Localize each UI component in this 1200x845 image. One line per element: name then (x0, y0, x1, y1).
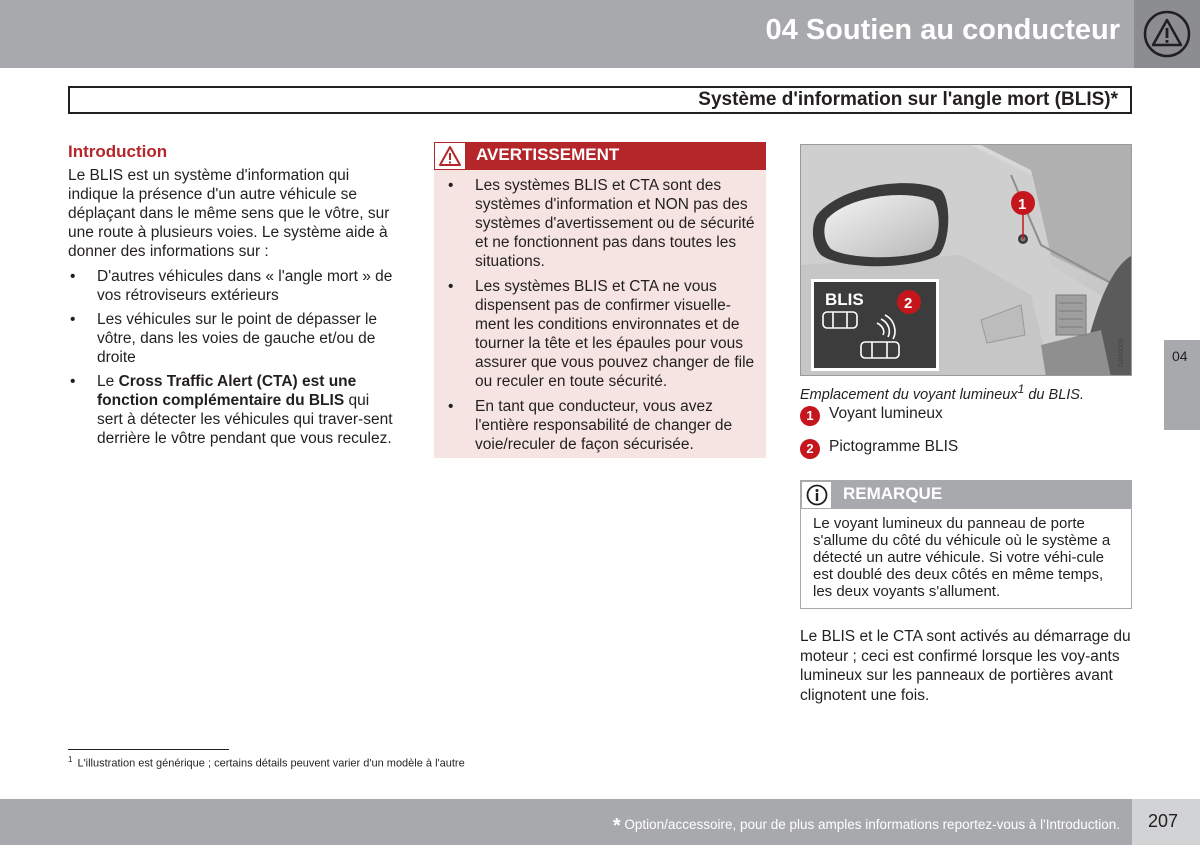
intro-paragraph: Le BLIS est un système d'information qui indique la présence d'un autre véhicule se déplaçant dans le même sens que le vôtre, sur une route à plusieurs voies. Le système aide à donner des informations sur : (68, 167, 390, 260)
image-code: G046006 (1118, 338, 1125, 367)
callout-1-label: 1 (1018, 196, 1027, 213)
footer-note (613, 815, 1120, 838)
list-item-text-bold: Cross Traffic Alert (CTA) est une fonction complémentaire du BLIS (97, 373, 357, 409)
footnote (68, 755, 465, 770)
chapter-title: 04 Soutien au conducteur (765, 14, 1120, 46)
note-icon-box (801, 481, 832, 509)
list-item-text: Les véhicules sur le point de dépasser le vôtre, dans les voies de gauche et/ou de droite (97, 311, 378, 366)
chapter-side-tab-label: 04 (1172, 348, 1188, 364)
car-interior-illustration (801, 145, 1132, 376)
legend-number-badge: 1 (800, 406, 820, 426)
chapter-icon-box (1134, 0, 1200, 68)
list-item-text: D'autres véhicules dans « l'angle mort » de vos rétroviseurs extérieurs (97, 268, 393, 304)
list-item (446, 277, 756, 391)
blis-illustration (800, 144, 1132, 376)
bullet-icon: • (70, 268, 76, 285)
list-item (68, 267, 398, 305)
bullet-icon: • (448, 177, 454, 194)
activation-paragraph: Le BLIS et le CTA sont activés au démarrage du moteur ; ceci est confirmé lorsque les voy-ants lumineux sur les panneaux de portières avant clignotent une fois. (800, 628, 1131, 704)
legend-number-badge: 2 (800, 439, 820, 459)
list-item-text: En tant que conducteur, vous avez l'entière responsabilité de changer de voie/reculer de façon sécurisée. (475, 398, 733, 453)
bullet-icon: • (448, 278, 454, 295)
bullet-icon: • (448, 398, 454, 415)
footer-asterisk: * (612, 815, 621, 837)
info-icon (806, 484, 828, 506)
callout-2-label: 2 (904, 295, 913, 312)
list-item (68, 372, 398, 448)
page-header (0, 0, 1200, 68)
list-item-text-rest: qui sert à détecter les véhicules qui traver-sent derrière le vôtre pendant que vous reculez. (97, 392, 393, 447)
list-item (446, 397, 756, 454)
chapter-side-tab (1164, 340, 1200, 430)
note-header (801, 481, 1131, 509)
page-number-box (1132, 799, 1200, 845)
note-text: Le voyant lumineux du panneau de porte s'allume du côté du véhicule où le système a détecté un autre véhicule. Si votre véhi-cule est doublé des deux côtés en même temps, les deux voyants s'allument. (813, 515, 1111, 600)
intro-bullet-list (68, 267, 398, 448)
legend-label: Pictogramme BLIS (829, 438, 959, 455)
caption-text: Emplacement du voyant lumineux (800, 386, 1018, 403)
section-title-bar (68, 86, 1132, 114)
bullet-icon: • (70, 311, 76, 328)
warning-triangle-icon (1143, 10, 1191, 58)
page-footer (0, 799, 1132, 845)
note-box (800, 480, 1132, 609)
footnote-number: 1 (68, 755, 73, 764)
warning-box (434, 142, 766, 458)
footnote-text: L'illustration est générique ; certains détails peuvent varier d'un modèle à l'autre (77, 757, 465, 770)
warning-icon-box (434, 142, 466, 170)
footer-note-text: Option/accessoire, pour de plus amples informations reportez-vous à l'Introduction. (620, 817, 1120, 832)
list-item-text-prefix: Le (97, 373, 119, 390)
caption-footnote-ref: 1 (1017, 382, 1025, 396)
intro-heading: Introduction (68, 142, 168, 161)
legend-item (800, 404, 1132, 426)
intro-column (68, 142, 398, 448)
legend-item (800, 437, 1132, 459)
warning-icon (438, 145, 462, 167)
warning-header (434, 142, 766, 170)
list-item (446, 176, 756, 271)
list-item-text: Les systèmes BLIS et CTA sont des systèmes d'information et NON pas des systèmes d'avertissement ou de sécurité et ne fonctionnent pas dans toutes les situations. (475, 177, 755, 270)
page-number: 207 (1148, 811, 1179, 831)
bullet-icon: • (70, 373, 76, 390)
note-title: REMARQUE (843, 484, 943, 503)
list-item (68, 310, 398, 367)
warning-list (434, 170, 766, 454)
legend-label: Voyant lumineux (829, 405, 943, 422)
caption-text-end: du BLIS. (1024, 386, 1084, 403)
blis-panel-label: BLIS (825, 290, 864, 309)
footnote-divider (68, 749, 229, 750)
figure-caption (800, 380, 1132, 404)
list-item-text: Les systèmes BLIS et CTA ne vous dispensent pas de confirmer visuelle-ment les conditions environnates et de tourner la tête et les épaules pour vous assurer que vous pouvez changer de file ou reculer en toute sécurité. (475, 278, 755, 390)
warning-title: AVERTISSEMENT (476, 145, 620, 164)
section-title: Système d'information sur l'angle mort (BLIS)* (698, 89, 1118, 110)
